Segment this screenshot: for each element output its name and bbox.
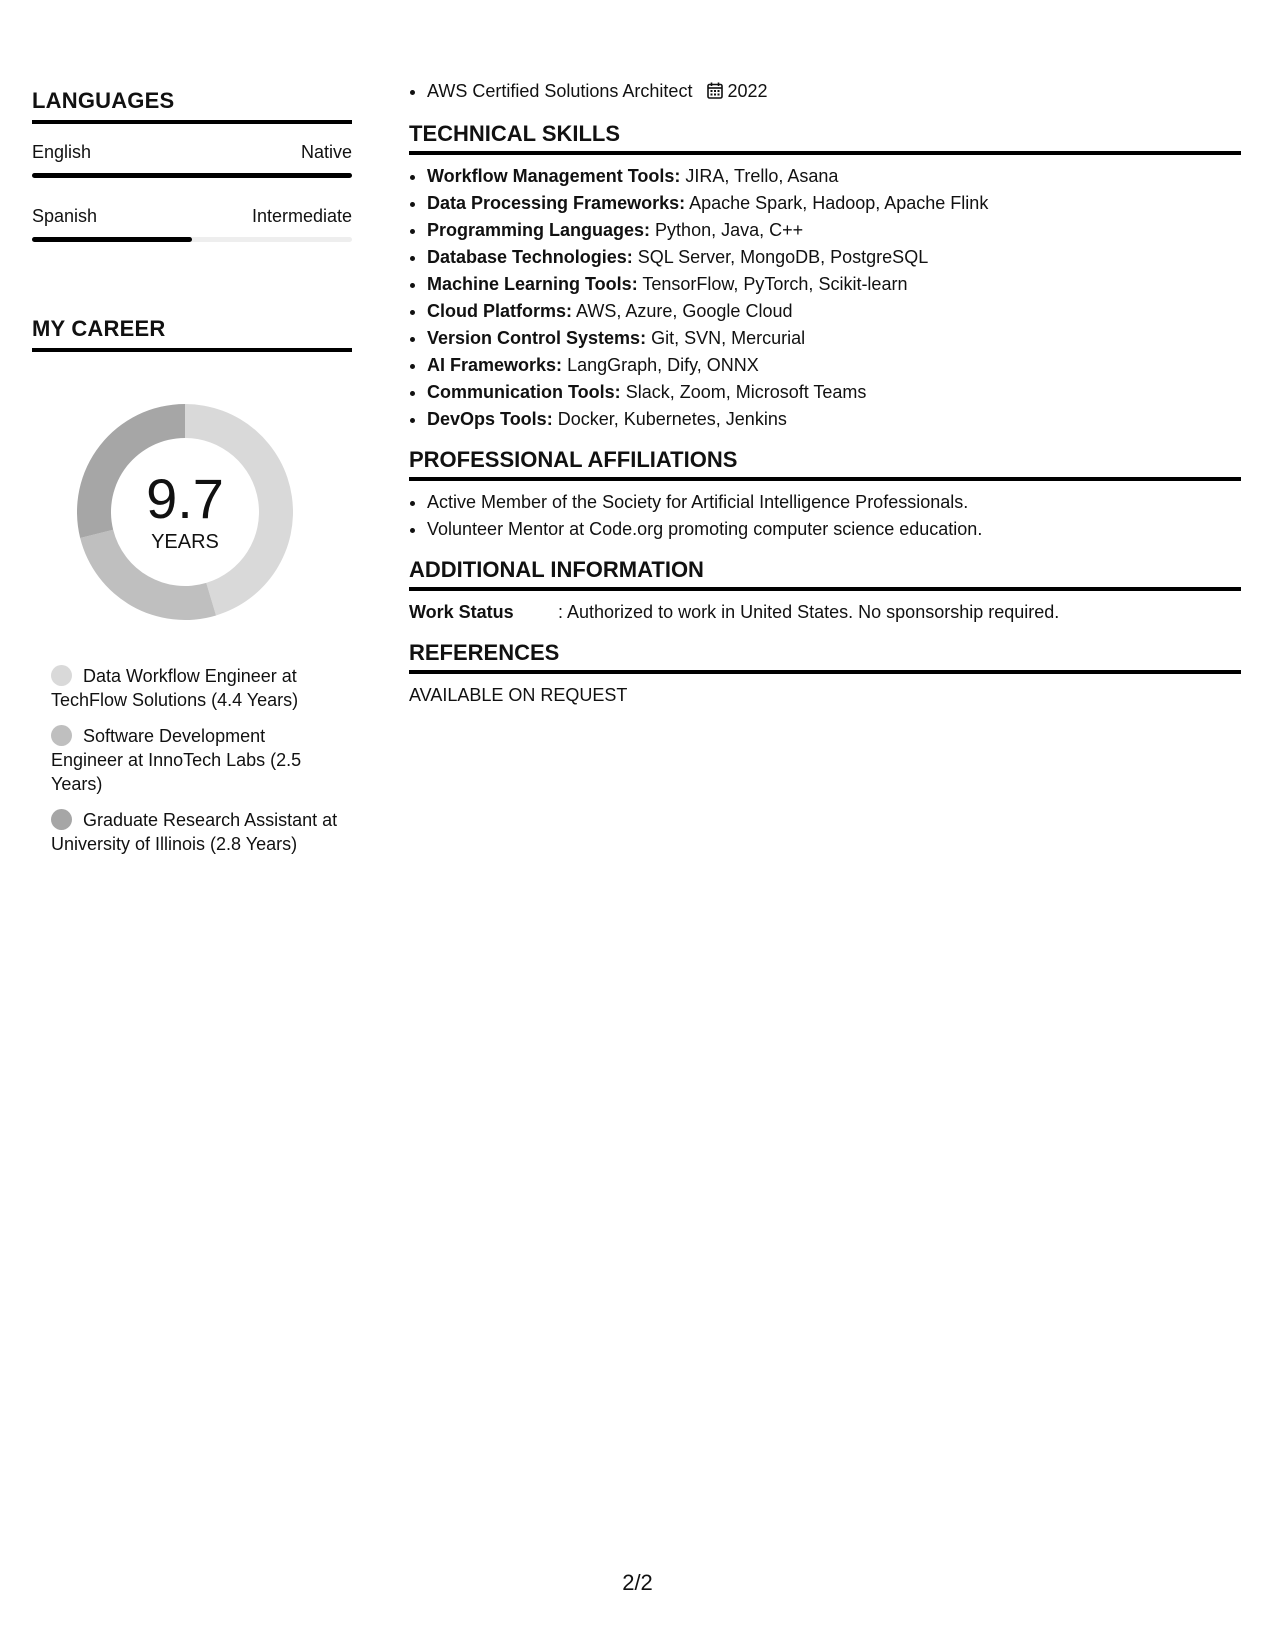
left-column (32, 88, 352, 868)
skill-category: DevOps Tools: (427, 409, 553, 429)
skill-item (427, 352, 1241, 379)
career-title: MY CAREER (32, 316, 352, 352)
calendar-icon (707, 80, 723, 107)
skill-category: Version Control Systems: (427, 328, 647, 348)
legend-dot (51, 809, 72, 830)
legend-dot (51, 665, 72, 686)
additional-info-title: ADDITIONAL INFORMATION (409, 557, 1241, 591)
languages-title: LANGUAGES (32, 88, 352, 124)
skills-list (409, 163, 1241, 433)
career-role-label: Graduate Research Assistant at University of Illinois (2.8 Years) (51, 810, 338, 854)
skill-item (427, 379, 1241, 406)
career-section (32, 316, 352, 856)
skill-values: AWS, Azure, Google Cloud (576, 301, 793, 321)
affiliations-section (409, 447, 1241, 543)
legend-dot (51, 725, 72, 746)
skill-values: Git, SVN, Mercurial (651, 328, 806, 348)
skill-item (427, 271, 1241, 298)
certification-item (427, 78, 1241, 107)
language-item (32, 142, 352, 178)
work-status-label: Work Status (409, 602, 514, 622)
skill-category: Machine Learning Tools: (427, 274, 638, 294)
career-legend (51, 664, 341, 856)
affiliation-item: • Active Member of the Society for Artificial Intelligence Professionals. (427, 489, 1241, 516)
affiliations-title: PROFESSIONAL AFFILIATIONS (409, 447, 1241, 481)
references-text: AVAILABLE ON REQUEST (409, 685, 628, 705)
references-section (409, 640, 1241, 709)
skill-category: Cloud Platforms: (427, 301, 573, 321)
career-role-label: Data Workflow Engineer at TechFlow Solutions (4.4 Years) (51, 666, 299, 710)
skill-values: Docker, Kubernetes, Jenkins (557, 409, 787, 429)
language-level: Intermediate (251, 206, 352, 226)
language-name: Spanish (32, 206, 98, 226)
skill-values: Slack, Zoom, Microsoft Teams (625, 382, 867, 402)
career-role-label: Software Development Engineer at InnoTech Labs (2.5 Years) (51, 726, 302, 794)
additional-info-section (409, 557, 1241, 626)
skill-values: Apache Spark, Hadoop, Apache Flink (689, 193, 989, 213)
affiliation-item: • Volunteer Mentor at Code.org promoting computer science education. (427, 516, 1241, 543)
language-proficiency-bar (32, 237, 352, 242)
skill-item (427, 244, 1241, 271)
work-status-row (409, 599, 1241, 626)
certifications-list (409, 78, 1241, 107)
skill-item (427, 190, 1241, 217)
career-legend-item (51, 664, 341, 712)
references-title: REFERENCES (409, 640, 1241, 674)
skill-values: SQL Server, MongoDB, PostgreSQL (637, 247, 929, 267)
skill-category: Workflow Management Tools: (427, 166, 681, 186)
language-level: Native (300, 142, 352, 162)
career-legend-item (51, 808, 341, 856)
skill-item (427, 163, 1241, 190)
language-name: English (32, 142, 92, 162)
skill-category: Data Processing Frameworks: (427, 193, 686, 213)
skill-item (427, 298, 1241, 325)
page-number: 2/2 (622, 1570, 653, 1595)
skill-item (427, 325, 1241, 352)
skill-values: TensorFlow, PyTorch, Scikit-learn (642, 274, 908, 294)
skill-category: Communication Tools: (427, 382, 621, 402)
skill-category: Database Technologies: (427, 247, 633, 267)
skill-values: JIRA, Trello, Asana (685, 166, 839, 186)
technical-skills-section (409, 121, 1241, 433)
certification-year: 2022 (727, 81, 768, 101)
skill-category: AI Frameworks: (427, 355, 563, 375)
right-column (409, 78, 1241, 709)
skill-values: LangGraph, Dify, ONNX (567, 355, 759, 375)
career-total-unit: YEARS (151, 530, 219, 553)
career-legend-item (51, 724, 341, 796)
career-total-years: 9.7 (146, 466, 224, 530)
skill-category: Programming Languages: (427, 220, 651, 240)
work-status-value: : Authorized to work in United States. No sponsorship required. (558, 602, 1060, 622)
career-donut-chart (65, 392, 305, 632)
certification-name: AWS Certified Solutions Architect (427, 81, 693, 101)
language-proficiency-fill (32, 237, 192, 242)
affiliations-list (409, 489, 1241, 543)
skill-item (427, 406, 1241, 433)
technical-skills-title: TECHNICAL SKILLS (409, 121, 1241, 155)
skill-item (427, 217, 1241, 244)
language-item (32, 206, 352, 242)
skill-values: Python, Java, C++ (655, 220, 804, 240)
